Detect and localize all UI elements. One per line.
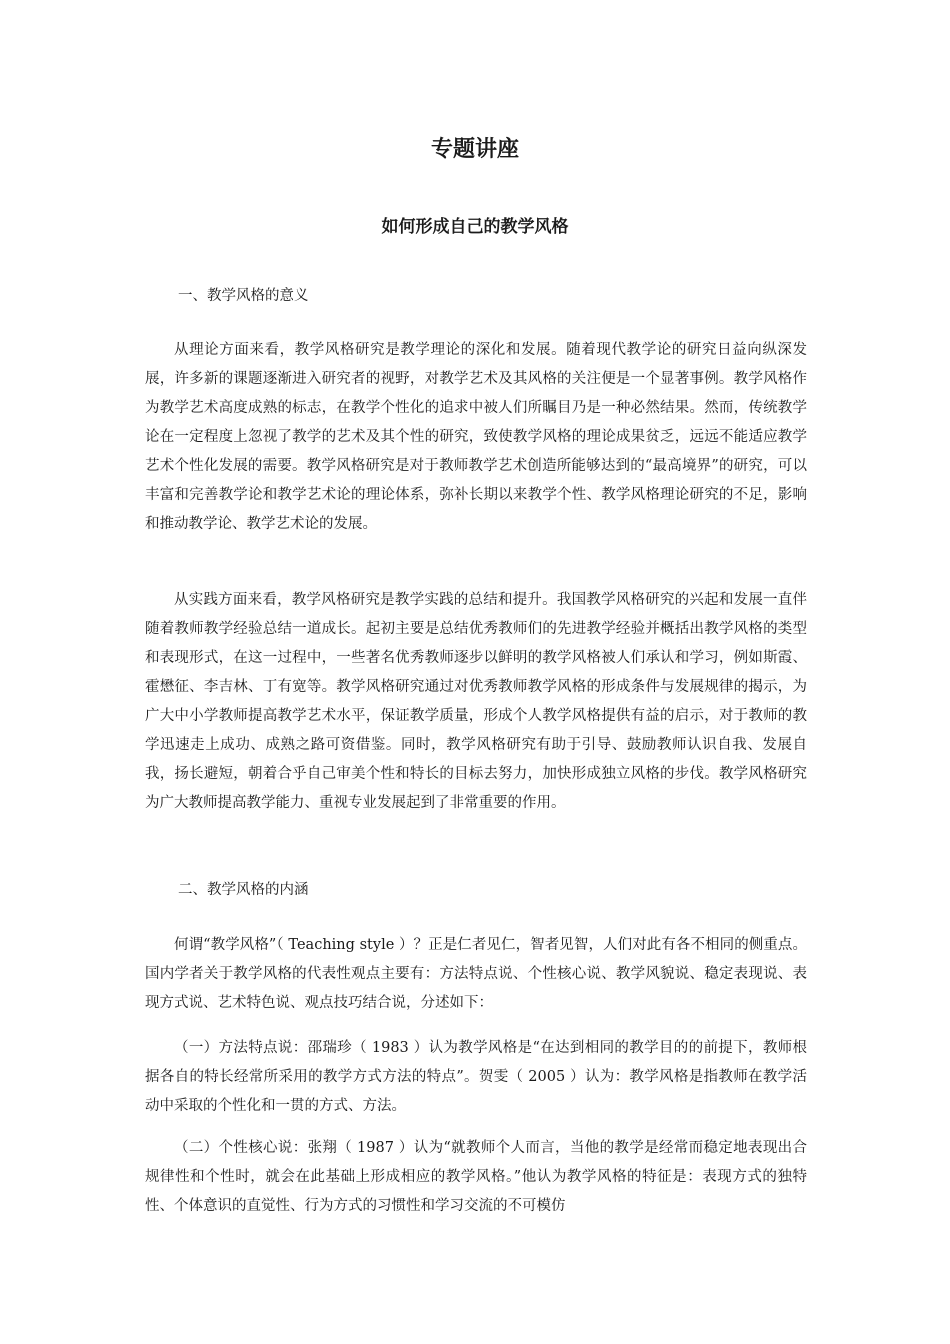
paragraph-practice: 从实践方面来看，教学风格研究是教学实践的总结和提升。我国教学风格研究的兴起和发展一直伴随着教师教学经验总结一道成长。起初主要是总结优秀教师们的先进教学经验并概括出教学风格的类型和表现形式，在这一过程中，一些著名优秀教师逐步以鲜明的教学风格被人们承认和学习，例如斯霞、霍懋征、李吉林、丁有宽等。教学风格研究通过对优秀教师教学风格的形成条件与发展规律的揭示，为广大中小学教师提高教学艺术水平，保证教学质量，形成个人教学风格提供有益的启示，对于教师的教学迅速走上成功、成熟之路可资借鉴。同时，教学风格研究有助于引导、鼓励教师认识自我、发展自我，扬长避短，朝着合乎自己审美个性和特长的目标去努力，加快形成独立风格的步伐。教学风格研究为广大教师提高教学能力、重视专业发展起到了非常重要的作用。 <box>145 592 807 811</box>
paragraph-personality-view: （二）个性核心说：张翔（ 1987 ）认为“就教师个人而言，当他的教学是经常而稳定地表现出合规律性和个性时，就会在此基础上形成相应的教学风格。”他认为教学风格的特征是：表现方式的独特性、个体意识的直觉性、行为方式的习惯性和学习交流的不可模仿 <box>145 1140 807 1214</box>
paragraph-method-view: （一）方法特点说：邵瑞珍（ 1983 ）认为教学风格是“在达到相同的教学目的的前提下，教师根据各自的特长经常所采用的教学方式方法的特点”。贺雯（ 2005 ）认为：教学风格是指教师在教学活动中采取的个性化和一贯的方式、方法。 <box>145 1040 807 1114</box>
paragraph-definition: 何谓“教学风格”（ Teaching style ）？正是仁者见仁，智者见智，人们对此有各不相同的侧重点。国内学者关于教学风格的代表性观点主要有：方法特点说、个性核心说、教学风貌说、稳定表现说、表现方式说、艺术特色说、观点技巧结合说，分述如下： <box>145 937 807 1011</box>
section-heading-meaning: 一、教学风格的意义 <box>178 288 309 304</box>
page-title: 专题讲座 <box>430 137 519 162</box>
paragraph-theory: 从理论方面来看，教学风格研究是教学理论的深化和发展。随着现代教学论的研究日益向纵深发展，许多新的课题逐渐进入研究者的视野，对教学艺术及其风格的关注便是一个显著事例。教学风格作为教学艺术高度成熟的标志，在教学个性化的追求中被人们所瞩目乃是一种必然结果。然而，传统教学论在一定程度上忽视了教学的艺术及其个性的研究，致使教学风格的理论成果贫乏，远远不能适应教学艺术个性化发展的需要。教学风格研究是对于教师教学艺术创造所能够达到的“最高境界”的研究，可以丰富和完善教学论和教学艺术论的理论体系，弥补长期以来教学个性、教学风格理论研究的不足，影响和推动教学论、教学艺术论的发展。 <box>145 342 807 532</box>
page-subtitle: 如何形成自己的教学风格 <box>381 217 569 237</box>
section-heading-connotation: 二、教学风格的内涵 <box>178 882 309 898</box>
